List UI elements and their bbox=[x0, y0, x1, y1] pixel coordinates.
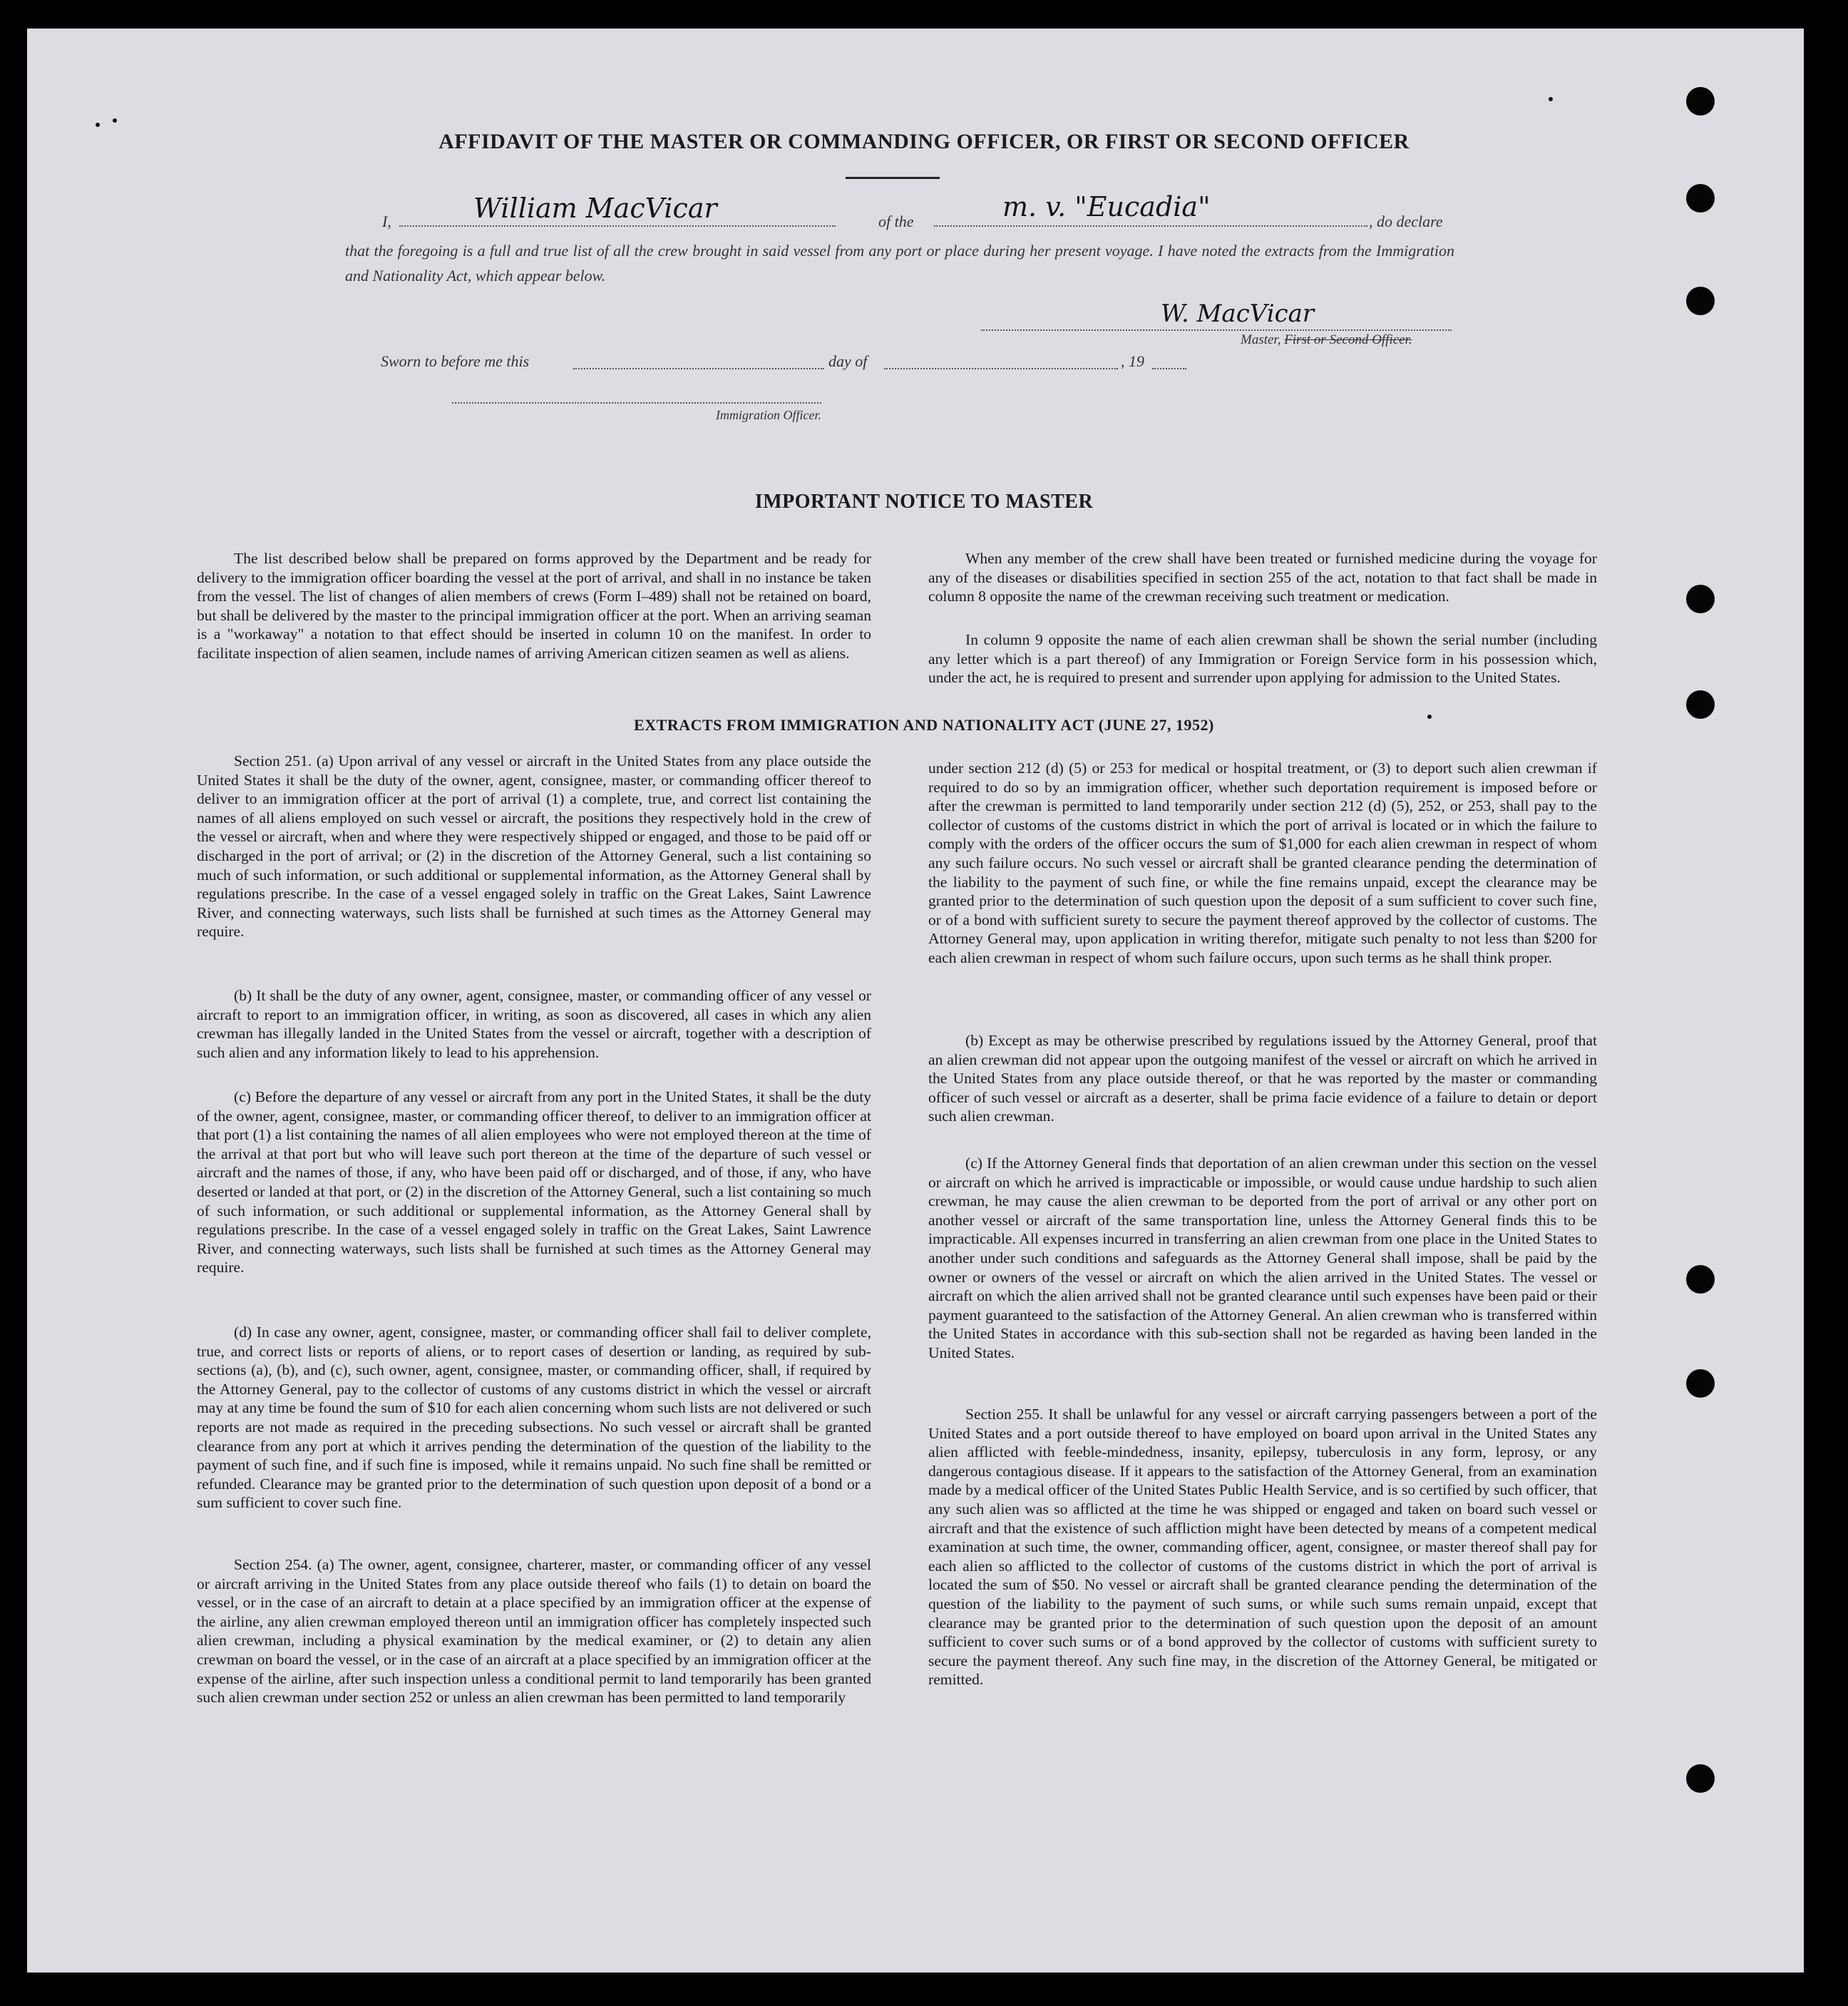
year-line bbox=[1152, 368, 1186, 369]
signature-line bbox=[981, 329, 1452, 331]
signature-caption bbox=[1241, 332, 1412, 348]
speck bbox=[1549, 97, 1553, 101]
extracts-title: EXTRACTS FROM IMMIGRATION AND NATIONALITY ACT (JUNE 27, 1952) bbox=[634, 716, 1214, 734]
punch-hole bbox=[1686, 184, 1715, 213]
signature-handwritten: W. MacVicar bbox=[1161, 300, 1315, 328]
officer-line bbox=[452, 402, 821, 404]
vessel-line bbox=[934, 225, 1367, 227]
struck-caption: First or Second Officer. bbox=[1284, 332, 1412, 347]
speck bbox=[113, 118, 117, 123]
punch-hole bbox=[1686, 690, 1715, 719]
of-the-label: of the bbox=[878, 213, 914, 230]
punch-hole bbox=[1686, 287, 1715, 315]
notice-right-paragraph-2: In column 9 opposite the name of each alien crewman shall be shown the serial number (including any letter which is a part thereof) of any Immigration or Foreign Service form in his possession which, under the act, he is required to present and surrender upon applying for admission to the United States. bbox=[928, 631, 1597, 687]
title-rule bbox=[846, 177, 940, 179]
declare-label: , do declare bbox=[1369, 213, 1443, 230]
section-251-b: (b) It shall be the duty of any owner, agent, consignee, master, or commanding officer of any vessel or aircraft to report to an immigration officer, in writing, as soon as discovered, all cases in which any alien crewman has illegally landed in the United States from the vessel or aircraft, together with a description of such alien and any information likely to lead to his apprehension. bbox=[197, 987, 871, 1061]
punch-hole bbox=[1686, 585, 1715, 613]
section-254-a-continued: under section 212 (d) (5) or 253 for medical or hospital treatment, or (3) to deport such alien crewman if required to do so by an immigration officer, whether such deportation requirement is imposed before or after the crewman is permitted to land temporarily under section 212 (d) (5), 252, or 253, shall pay to the collector of customs of the customs district in which the port of arrival is located or in which the failure to comply with the orders of the officer occurs the sum of $1,000 for each alien crewman in respect of whom any such failure occurs. No such vessel or aircraft shall be granted clearance pending the determination of the liability to the payment of such fine, or while the fine remains unpaid, except the clearance may be granted prior to the determination of such question upon the deposit of a sum sufficient to cover such fine, or of a bond with sufficient surety to secure the payment thereof approved by the collector of customs. The Attorney General may, upon application in writing therefor, mitigate such penalty to not less than $200 for each alien crewman in respect of whom such failure occurs, upon such terms as he shall think proper. bbox=[928, 759, 1597, 966]
notice-right-paragraph-1: When any member of the crew shall have been treated or furnished medicine during the voyage for any of the diseases or disabilities specified in section 255 of the act, notation to that fact shall be made in column 8 opposite the name of the crewman receiving such treatment or medication. bbox=[928, 550, 1597, 605]
section-254-a: Section 254. (a) The owner, agent, consignee, charterer, master, or commanding officer of any vessel or aircraft arriving in the United States from any place outside thereof who fails (1) to detain on board the vessel, or in the case of an aircraft to detain at a place specified by an immigration officer at the expense of the airline, any alien crewman employed thereon until an immigration officer has completely inspected such alien crewman, including a physical examination by the medical examiner, or (2) to detain any alien crewman on board the vessel, or in the case of an aircraft at a place specified by an immigration officer at the expense of the airline, after such inspection unless a conditional permit to land temporarily has been granted such alien crewman under section 252 or unless an alien crewman has been permitted to land temporarily bbox=[197, 1556, 871, 1706]
year-label: , 19 bbox=[1121, 352, 1144, 370]
speck bbox=[96, 123, 100, 127]
punch-hole bbox=[1686, 1265, 1715, 1294]
notice-title: IMPORTANT NOTICE TO MASTER bbox=[754, 491, 1094, 513]
section-251-d: (d) In case any owner, agent, consignee, master, or commanding officer shall fail to deliver complete, true, and correct lists or reports of aliens, or to report cases of desertion or landing, as required by sub-sections (a), (b), and (c), such owner, agent, consignee, master, or commanding officer, shall, if required by the Attorney General, pay to the collector of customs of any customs district in which the vessel or aircraft may at any time be found the sum of $10 for each alien concerning whom such lists are not delivered or such reports are not made as required in the preceding subsections. No such vessel or aircraft shall be granted clearance from any port at which it arrives pending the determination of the question of the liability to the payment of such fine, and if such fine is imposed, while it remains unpaid. No such fine shall be remitted or refunded. Clearance may be granted prior to the determination of such question upon deposit of a bond or a sum sufficient to cover such fine. bbox=[197, 1324, 871, 1512]
sworn-label: Sworn to before me this bbox=[381, 352, 530, 370]
declaration-text: that the foregoing is a full and true list of all the crew brought in said vessel from any port or place during her present voyage. I have noted the extracts from the Immigration and Nationality Act, which appear below. bbox=[345, 242, 1454, 285]
affidavit-title: AFFIDAVIT OF THE MASTER OR COMMANDING OFFICER, OR FIRST OR SECOND OFFICER bbox=[438, 130, 1410, 153]
month-line bbox=[884, 368, 1118, 369]
sworn-day-line bbox=[573, 368, 824, 369]
section-251-c: (c) Before the departure of any vessel or aircraft from any port in the United States, it shall be the duty of the owner, agent, consignee, master, or commanding officer thereof, to deliver to an immigration officer at that port (1) a list containing the names of all alien employees who were not employed thereon at the time of the arrival at that port but who will leave such port thereon at the time of the departure of such vessel or aircraft and the names of those, if any, who have been paid off or discharged, and of those, if any, who have deserted or landed at that port, or (2) in the discretion of the Attorney General, such a list containing so much of such information, or such additional or supplemental information, as the Attorney General shall by regulations prescribe. In the case of a vessel engaged solely in traffic on the Great Lakes, Saint Lawrence River, and connecting waterways, such lists shall be furnished at such times as the Attorney General may require. bbox=[197, 1088, 871, 1276]
punch-hole bbox=[1686, 1764, 1715, 1793]
officer-caption: Immigration Officer. bbox=[716, 408, 821, 422]
section-254-b: (b) Except as may be otherwise prescribed by regulations issued by the Attorney General, proof that an alien crewman did not appear upon the outgoing manifest of the vessel or aircraft on which he arrived in the United States from any place outside thereof, or that he was reported by the master or commanding officer of such vessel or aircraft as a deserter, shall be prima facie evidence of a failure to detain or deport such alien crewman. bbox=[928, 1032, 1597, 1125]
section-251-a: Section 251. (a) Upon arrival of any vessel or aircraft in the United States from any place outside the United States it shall be the duty of the owner, agent, consignee, master, or commanding officer thereof to deliver to an immigration officer at the port of arrival (1) a complete, true, and correct list containing the names of all aliens employed on such vessel or aircraft, the positions they respectively hold in the crew of the vessel or aircraft, when and where they were respectively shipped or engaged, and those to be paid off or discharged in the port of arrival; or (2) in the discretion of the Attorney General, such a list containing so much of such information, or such additional or supplemental information, as the Attorney General shall by regulations prescribe. In the case of a vessel engaged solely in traffic on the Great Lakes, Saint Lawrence River, and connecting waterways, such lists shall be furnished at such times as the Attorney General may require. bbox=[197, 752, 871, 941]
name-line bbox=[399, 225, 836, 227]
vessel-handwritten: m. v. "Eucadia" bbox=[1002, 191, 1211, 222]
name-handwritten: William MacVicar bbox=[473, 193, 717, 224]
punch-hole bbox=[1686, 87, 1715, 116]
master-caption: Master, bbox=[1241, 332, 1281, 347]
section-255: Section 255. It shall be unlawful for any vessel or aircraft carrying passengers between a port of the United States and a port outside thereof to have employed on board upon arrival in the United States any alien afflicted with feeble-mindedness, insanity, epilepsy, tuberculosis in any form, leprosy, or any dangerous contagious disease. If it appears to the satisfaction of the Attorney General, from an examination made by a medical officer of the United States Public Health Service, and is so certified by such officer, that any such alien was so afflicted at the time he was shipped or engaged and taken on board such vessel or aircraft and that the existence of such affliction might have been detected by means of a competent medical examination at such time, the owner, commanding officer, agent, consignee, or master thereof shall pay for each alien so afflicted to the collector of customs of the customs district in which the port of arrival is located the sum of $50. No vessel or aircraft shall be granted clearance pending the determination of the question of the liability to the payment of such sums, or while such sums remain unpaid, except that clearance may be granted prior to the determination of such question upon the deposit of an amount sufficient to cover such sums or of a bond approved by the collector of customs with sufficient surety to secure the payment thereof. Any such fine may, in the discretion of the Attorney General, be mitigated or remitted. bbox=[928, 1406, 1597, 1689]
section-254-c: (c) If the Attorney General finds that deportation of an alien crewman under this section on the vessel or aircraft on which he arrived is impracticable or impossible, or would cause undue hardship to such alien crewman, he may cause the alien crewman to be deported from the port of arrival or any other port on another vessel or aircraft of the same transportation line, unless the Attorney General finds this to be impracticable. All expenses incurred in transferring an alien crewman from one place in the United States to another under such conditions and safeguards as the Attorney General shall impose, shall be paid by the owner or owners of the vessel or aircraft on which the alien arrived in the United States. The vessel or aircraft on which the alien arrived shall not be granted clearance until such expenses have been paid or their payment guaranteed to the satisfaction of the Attorney General. An alien crewman who is transferred within the United States in accordance with this sub-section shall not be regarded as having been landed in the United States. bbox=[928, 1155, 1597, 1361]
notice-left-paragraph: The list described below shall be prepared on forms approved by the Department and be ready for delivery to the immigration officer boarding the vessel at the port of arrival, and shall in no instance be taken from the vessel. The list of changes of alien members of crews (Form I–489) shall not be retained on board, but shall be delivered by the master to the principal immigration officer at the port. When an arriving seaman is a "workaway" a notation to that effect should be inserted in column 10 on the manifest. In order to facilitate inspection of alien seamen, include names of arriving American citizen seamen as well as aliens. bbox=[197, 550, 871, 662]
day-label: day of bbox=[828, 352, 868, 370]
punch-hole bbox=[1686, 1369, 1715, 1398]
i-label: I, bbox=[382, 213, 391, 230]
